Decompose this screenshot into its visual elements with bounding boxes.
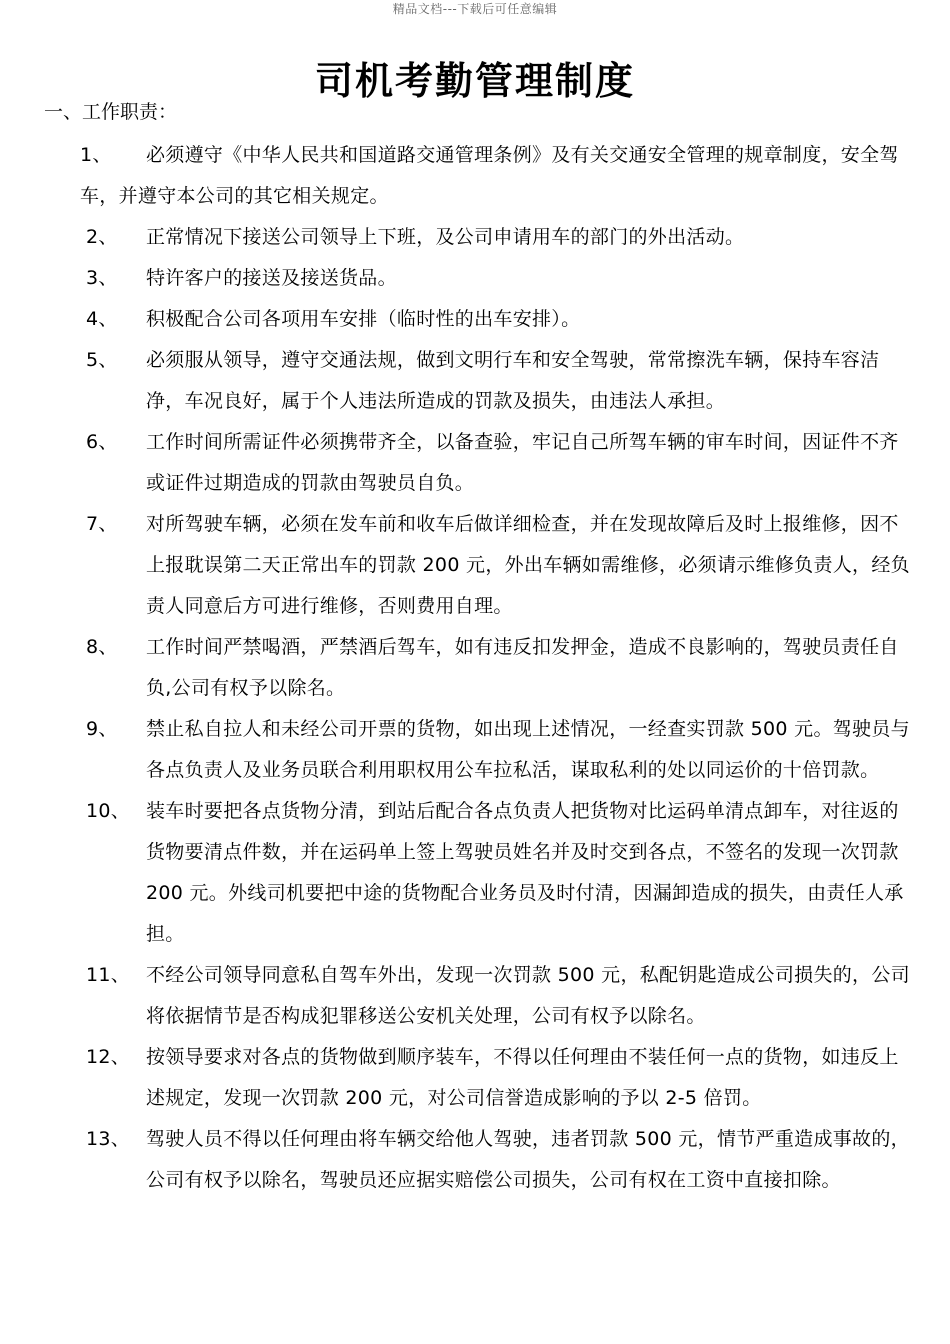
list-item [0, 135, 950, 217]
item-number: 6、 [86, 431, 118, 453]
item-number: 7、 [86, 513, 118, 535]
item-text: 正常情况下接送公司领导上下班，及公司申请用车的部门的外出活动。 [146, 226, 745, 248]
item-number: 3、 [86, 267, 118, 289]
list-item [0, 422, 950, 504]
item-text: 特许客户的接送及接送货品。 [146, 267, 397, 289]
item-number: 13、 [86, 1128, 131, 1150]
list-item [0, 709, 950, 791]
item-number: 1、 [80, 144, 112, 166]
item-text: 对所驾驶车辆，必须在发车前和收车后做详细检查，并在发现故障后及时上报维修，因不上报耽误第二天正常出车的罚款 200 元，外出车辆如需维修，必须请示维修负责人，经负责人同意后方可进行维修，否则费用自理。 [146, 513, 910, 617]
item-text: 不经公司领导同意私自驾车外出，发现一次罚款 500 元，私配钥匙造成公司损失的，公司将依据情节是否构成犯罪移送公安机关处理，公司有权予以除名。 [146, 964, 910, 1027]
item-number: 10、 [86, 800, 131, 822]
item-number: 9、 [86, 718, 118, 740]
item-number: 8、 [86, 636, 118, 658]
list-item [0, 258, 950, 299]
item-number: 2、 [86, 226, 118, 248]
item-text: 驾驶人员不得以任何理由将车辆交给他人驾驶，违者罚款 500 元，情节严重造成事故的，公司有权予以除名，驾驶员还应据实赔偿公司损失，公司有权在工资中直接扣除。 [146, 1128, 910, 1191]
item-text: 工作时间所需证件必须携带齐全，以备查验，牢记自己所驾车辆的审车时间，因证件不齐或证件过期造成的罚款由驾驶员自负。 [146, 431, 899, 494]
list-item [0, 955, 950, 1037]
section-heading: 一、工作职责： [44, 101, 178, 123]
list-item [0, 340, 950, 422]
item-text: 禁止私自拉人和未经公司开票的货物，如出现上述情况，一经查实罚款 500 元。驾驶员与各点负责人及业务员联合利用职权用公车拉私活，谋取私利的处以同运价的十倍罚款。 [146, 718, 910, 781]
list-item [0, 1119, 950, 1201]
list-item [0, 217, 950, 258]
item-text: 装车时要把各点货物分清，到站后配合各点负责人把货物对比运码单清点卸车，对往返的货物要清点件数，并在运码单上签上驾驶员姓名并及时交到各点，不签名的发现一次罚款 200 元。外线司机要把中途的货物配合业务员及时付清，因漏卸造成的损失，由责任人承担。 [146, 800, 904, 945]
list-item [0, 791, 950, 955]
item-number: 5、 [86, 349, 118, 371]
list-item [0, 1037, 950, 1119]
item-number: 12、 [86, 1046, 131, 1068]
list-item [0, 299, 950, 340]
item-number: 4、 [86, 308, 118, 330]
list-item [0, 504, 950, 627]
item-text: 积极配合公司各项用车安排（临时性的出车安排）。 [146, 308, 581, 330]
header-note: 精品文档---下载后可任意编辑 [392, 2, 558, 16]
document-title: 司机考勤管理制度 [314, 59, 635, 103]
item-text: 必须服从领导，遵守交通法规，做到文明行车和安全驾驶，常常擦洗车辆，保持车容洁净，车况良好，属于个人违法所造成的罚款及损失，由违法人承担。 [146, 349, 880, 412]
duty-list [0, 135, 950, 1201]
item-text: 按领导要求对各点的货物做到顺序装车，不得以任何理由不装任何一点的货物，如违反上述规定，发现一次罚款 200 元，对公司信誉造成影响的予以 2-5 倍罚。 [146, 1046, 899, 1109]
item-number: 11、 [86, 964, 131, 986]
list-item [0, 627, 950, 709]
item-text: 工作时间严禁喝酒，严禁酒后驾车，如有违反扣发押金，造成不良影响的，驾驶员责任自负,公司有权予以除名。 [146, 636, 899, 699]
item-text: 必须遵守《中华人民共和国道路交通管理条例》及有关交通安全管理的规章制度，安全驾车，并遵守本公司的其它相关规定。 [80, 144, 899, 207]
